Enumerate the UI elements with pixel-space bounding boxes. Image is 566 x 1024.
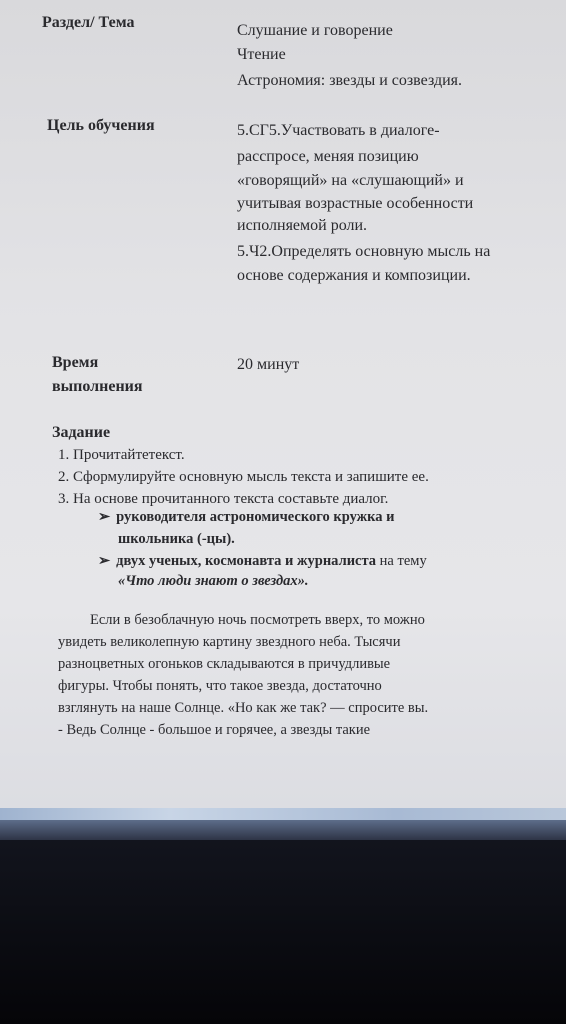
arrow-bullet-icon: ➢	[98, 509, 111, 525]
task-heading: Задание	[52, 424, 111, 441]
task-list	[58, 444, 429, 510]
goal-line-3: «говорящий» на «слушающий» и	[237, 172, 464, 189]
goal-line-2: расспросе, меняя позицию	[237, 148, 419, 165]
paragraph-line-1: Если в безоблачную ночь посмотреть вверх, то можно	[90, 612, 425, 628]
paragraph-line-2: увидеть великолепную картину звездного неба. Тысячи	[58, 634, 401, 650]
sub-item-2-topic: «Что люди знают о звездах».	[118, 573, 309, 589]
arrow-bullet-icon: ➢	[98, 553, 111, 569]
monitor-frame	[0, 840, 566, 1024]
sub-item-2	[98, 550, 427, 572]
goal-line-5: исполняемой роли.	[237, 217, 368, 234]
time-label-2: выполнения	[52, 378, 143, 395]
paragraph-line-3: разноцветных огоньков складываются в причудливые	[58, 656, 391, 672]
section-line-2: Чтение	[237, 46, 286, 63]
section-label: Раздел/ Тема	[42, 14, 135, 31]
sub-item-2-bold: двух ученых, космонавта и журналиста	[116, 553, 377, 569]
time-label-1: Время	[52, 354, 99, 371]
screen-edge-band	[0, 808, 566, 820]
paragraph-line-4: фигуры. Чтобы понять, что такое звезда, достаточно	[58, 678, 382, 694]
task-item-1: 1. Прочитайтетекст.	[58, 447, 185, 463]
goal-line-6: 5.Ч2.Определять основную мысль на	[237, 243, 491, 260]
section-line-3: Астрономия: звезды и созвездия.	[237, 72, 463, 89]
task-item-3: 3. На основе прочитанного текста составьте диалог.	[58, 491, 389, 507]
sub-item-2-rest: на тему	[376, 553, 427, 569]
paragraph-line-6: - Ведь Солнце - большое и горячее, а звезды такие	[58, 722, 371, 738]
goal-label: Цель обучения	[47, 117, 155, 134]
sub-item-1-text: руководителя астрономического кружка и	[116, 509, 395, 525]
sub-item-1-cont: школьника (-цы).	[118, 531, 235, 547]
paragraph-line-5: взглянуть на наше Солнце. «Но как же так? — спросите вы.	[58, 700, 429, 716]
sub-item-1	[98, 506, 395, 528]
task-item-2: 2. Сформулируйте основную мысль текста и запишите ее.	[58, 469, 429, 485]
time-value: 20 минут	[237, 356, 300, 373]
text-paragraph	[58, 609, 536, 741]
goal-line-7: основе содержания и композиции.	[237, 267, 471, 284]
goal-line-1: 5.СГ5.Участвовать в диалоге-	[237, 122, 440, 139]
section-line-1: Слушание и говорение	[237, 22, 393, 39]
screen-bezel	[0, 820, 566, 840]
goal-line-4: учитывая возрастные особенности	[237, 195, 474, 212]
